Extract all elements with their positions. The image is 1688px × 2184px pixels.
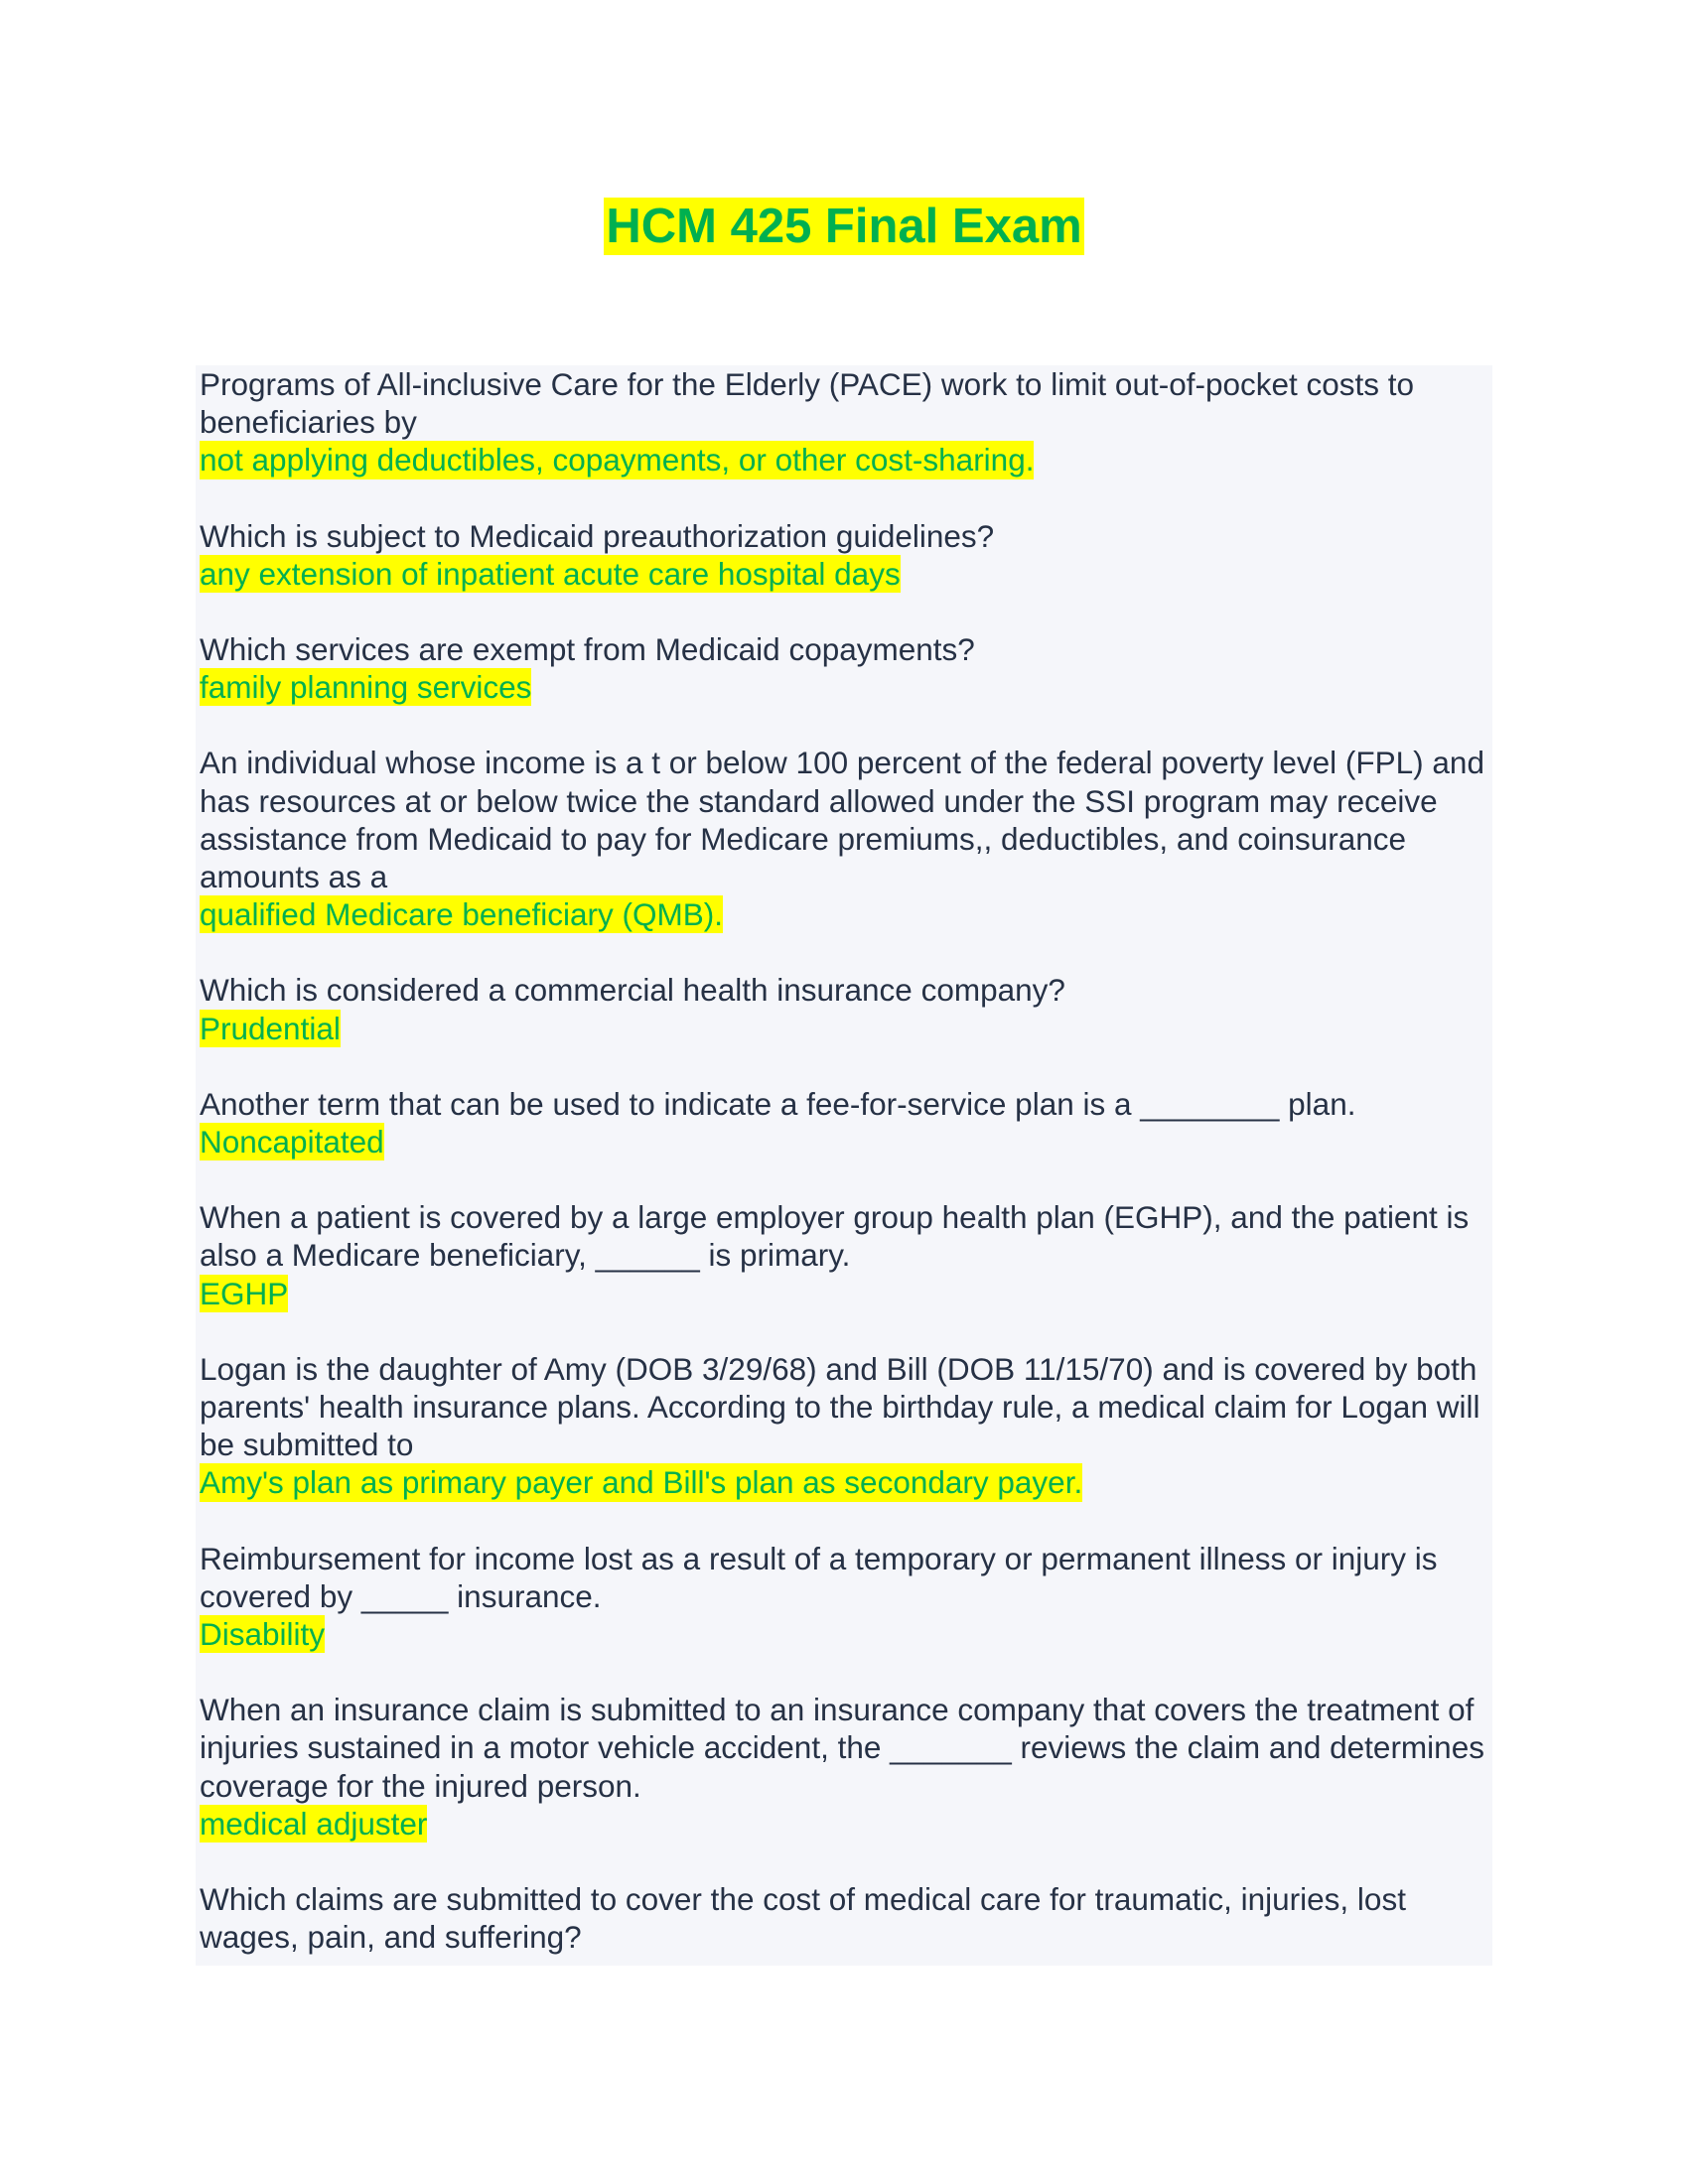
answer-text: any extension of inpatient acute care hospital days	[200, 555, 901, 592]
answer-text: medical adjuster	[200, 1805, 428, 1842]
qa-item	[200, 1085, 1490, 1160]
answer-text: not applying deductibles, copayments, or other cost-sharing.	[200, 442, 1035, 478]
answer-text: Disability	[200, 1616, 326, 1653]
qa-item	[200, 1880, 1490, 1956]
question-text: An individual whose income is a t or below 100 percent of the federal poverty level (FPL) and has resources at or below twice the standard allowed under the SSI program may receive assistance from Medicaid to pay for Medicare premiums,, deductibles, and coinsurance amounts as a	[200, 745, 1484, 895]
question-text: Another term that can be used to indicate a fee-for-service plan is a ________ plan.	[200, 1085, 1356, 1122]
qa-item	[200, 744, 1490, 933]
question-text: Reimbursement for income lost as a result of a temporary or permanent illness or injury is covered by _____ insurance.	[200, 1540, 1438, 1614]
answer-text: family planning services	[200, 669, 532, 706]
question-text: Logan is the daughter of Amy (DOB 3/29/68) and Bill (DOB 11/15/70) and is covered by both parents' health insurance plans. According to the birthday rule, a medical claim for Logan will be submitted to	[200, 1350, 1480, 1463]
qa-item	[200, 1540, 1490, 1654]
question-text: Which claims are submitted to cover the cost of medical care for traumatic, injuries, lost wages, pain, and suffering?	[200, 1881, 1406, 1956]
qa-item	[200, 1198, 1490, 1312]
qa-item	[200, 517, 1490, 593]
qa-item	[200, 630, 1490, 706]
title-container	[0, 198, 1688, 255]
qa-item	[200, 1350, 1490, 1502]
qa-item	[200, 1691, 1490, 1843]
answer-text: Prudential	[200, 1010, 341, 1046]
question-text: Which is considered a commercial health insurance company?	[200, 972, 1065, 1009]
question-text: Which services are exempt from Medicaid copayments?	[200, 631, 975, 668]
question-text: When an insurance claim is submitted to an insurance company that covers the treatment of injuries sustained in a motor vehicle accident, the _______ reviews the claim and determines coverage for the injured person.	[200, 1692, 1484, 1804]
question-text: When a patient is covered by a large employer group health plan (EGHP), and the patient is also a Medicare beneficiary, ______ is primary.	[200, 1199, 1470, 1274]
answer-text: Noncapitated	[200, 1124, 384, 1160]
qa-list	[200, 365, 1490, 1994]
qa-item	[200, 971, 1490, 1046]
question-text: Programs of All-inclusive Care for the Elderly (PACE) work to limit out-of-pocket costs to beneficiaries by	[200, 366, 1415, 441]
qa-item	[200, 365, 1490, 479]
answer-text: qualified Medicare beneficiary (QMB).	[200, 896, 723, 933]
page-title: HCM 425 Final Exam	[606, 200, 1082, 253]
question-text: Which is subject to Medicaid preauthorization guidelines?	[200, 517, 995, 554]
answer-text: EGHP	[200, 1275, 289, 1311]
answer-text: Amy's plan as primary payer and Bill's plan as secondary payer.	[200, 1464, 1083, 1501]
